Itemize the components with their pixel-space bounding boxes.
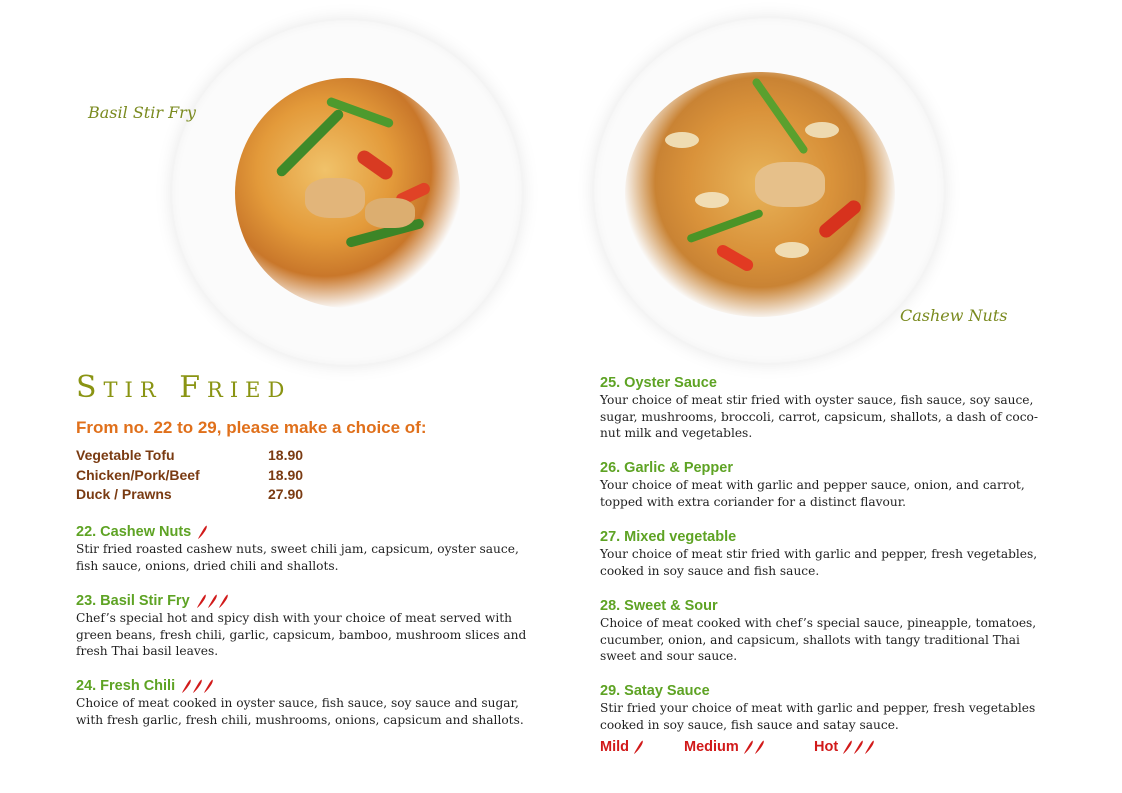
menu-item-24 — [76, 678, 536, 728]
legend-label: Mild — [600, 739, 629, 755]
chili-icon — [853, 739, 864, 755]
menu-item-29 — [600, 683, 1050, 733]
price-name: Chicken/Pork/Beef — [76, 466, 200, 483]
menu-item-name: 29. Satay Sauce — [600, 683, 710, 699]
basil-stir-fry-food-image — [235, 78, 460, 308]
menu-item-description: Your choice of meat with garlic and pepper sauce, onion, and carrot, topped with extra coriander for a distinct flavour. — [600, 478, 1025, 509]
menu-item-27 — [600, 529, 1050, 579]
price-name: Vegetable Tofu — [76, 447, 175, 463]
menu-item-description: Stir fried roasted cashew nuts, sweet chili jam, capsicum, oyster sauce, fish sauce, onions, dried chili and shallots. — [76, 542, 519, 573]
menu-item-description: Your choice of meat stir fried with garlic and pepper, fresh vegetables, cooked in soy sauce and fish sauce. — [600, 547, 1038, 578]
menu-item-description: Choice of meat cooked in oyster sauce, fish sauce, soy sauce and sugar, with fresh garlic, fresh chili, mushrooms, onions, capsicum and shallots. — [76, 696, 524, 727]
menu-item-title — [600, 375, 1050, 391]
spice-level — [743, 739, 765, 755]
price-value: 27.90 — [268, 486, 304, 502]
menu-item-name: 24. Fresh Chili — [76, 678, 176, 694]
menu-item-title — [600, 598, 1050, 614]
legend-label: Hot — [814, 739, 839, 755]
legend-hot — [814, 739, 875, 755]
spice-level — [197, 524, 208, 540]
chili-icon — [203, 678, 214, 694]
chili-icon — [196, 593, 207, 609]
chili-icon — [743, 739, 754, 755]
menu-item-title — [76, 678, 536, 694]
menu-item-description: Choice of meat cooked with chef’s special sauce, pineapple, tomatoes, cucumber, onion, and capsicum, shallots with tangy traditional Thai sweet and sour sauce. — [600, 616, 1037, 663]
chili-icon — [197, 524, 208, 540]
price-value: 18.90 — [268, 447, 304, 463]
menu-item-name: 23. Basil Stir Fry — [76, 593, 190, 609]
menu-item-name: 25. Oyster Sauce — [600, 375, 717, 391]
chili-icon — [864, 739, 875, 755]
menu-item-title — [600, 683, 1050, 699]
legend-medium — [684, 739, 814, 755]
menu-item-name: 26. Garlic & Pepper — [600, 460, 733, 476]
menu-item-26 — [600, 460, 1050, 510]
legend-label: Medium — [684, 739, 739, 755]
cashew-nuts-food-image — [625, 72, 895, 317]
price-row — [76, 447, 303, 467]
menu-item-22 — [76, 524, 536, 574]
cashew-nuts-caption: Cashew Nuts — [900, 306, 1008, 325]
spice-level — [633, 739, 644, 755]
legend-mild — [600, 739, 684, 755]
spice-level — [842, 739, 875, 755]
menu-item-28 — [600, 598, 1050, 665]
chili-icon — [218, 593, 229, 609]
menu-item-23 — [76, 593, 536, 660]
chili-icon — [181, 678, 192, 694]
price-row — [76, 486, 303, 506]
menu-item-name: 27. Mixed vegetable — [600, 529, 737, 545]
menu-item-title — [600, 460, 1050, 476]
menu-item-25 — [600, 375, 1050, 442]
price-row — [76, 467, 303, 487]
menu-item-description: Stir fried your choice of meat with garlic and pepper, fresh vegetables cooked in soy sauce, fish sauce and satay sauce. — [600, 701, 1036, 732]
chili-icon — [842, 739, 853, 755]
menu-item-description: Chef’s special hot and spicy dish with your choice of meat served with green beans, fresh chili, garlic, capsicum, bamboo, mushroom slices and fresh Thai basil leaves. — [76, 611, 527, 658]
menu-item-title — [76, 593, 536, 609]
basil-stir-fry-caption: Basil Stir Fry — [88, 103, 196, 122]
price-name: Duck / Prawns — [76, 486, 172, 502]
chili-icon — [754, 739, 765, 755]
menu-item-name: 22. Cashew Nuts — [76, 524, 192, 540]
menu-item-title — [76, 524, 536, 540]
price-table — [76, 447, 303, 506]
section-title: Stir Fried — [76, 370, 292, 405]
spice-legend — [600, 739, 875, 755]
chili-icon — [207, 593, 218, 609]
menu-item-title — [600, 529, 1050, 545]
price-value: 18.90 — [268, 466, 304, 483]
spice-level — [181, 678, 214, 694]
chili-icon — [633, 739, 644, 755]
menu-item-name: 28. Sweet & Sour — [600, 598, 718, 614]
spice-level — [196, 593, 229, 609]
section-intro: From no. 22 to 29, please make a choice of: — [76, 418, 427, 437]
menu-item-description: Your choice of meat stir fried with oyster sauce, fish sauce, soy sauce, sugar, mushrooms, broccoli, carrot, capsicum, shallots, a dash of coco-nut milk and vegetables. — [600, 393, 1038, 440]
chili-icon — [192, 678, 203, 694]
